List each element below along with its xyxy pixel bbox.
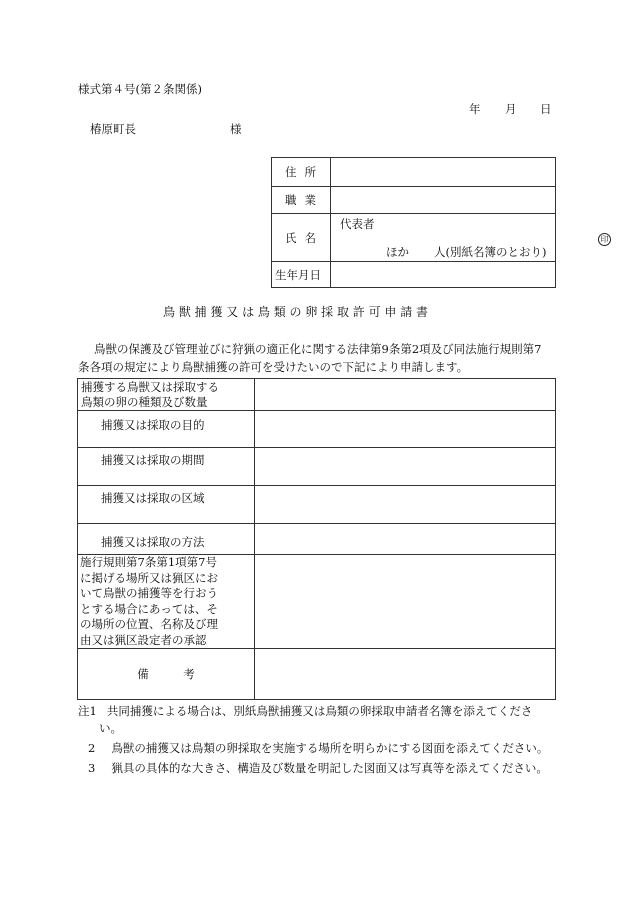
date-year-label: 年 (469, 102, 481, 116)
occupation-field[interactable] (331, 187, 556, 214)
note-2: 2 鳥獣の捕獲又は鳥類の卵採取を実施する場所を明らかにする図面を添えてください。 (88, 741, 549, 755)
page-title: 鳥 獣 捕 獲 又 は 鳥 類 の 卵 採 取 許 可 申 請 書 (163, 305, 429, 319)
hunting-area-field[interactable] (255, 555, 556, 649)
note-3: 3 猟具の具体的な大きさ、構造及び数量を明記した図面又は写真等を添えてください。 (88, 761, 548, 775)
note-1-continued: い。 (99, 721, 122, 735)
birthdate-label: 生年月日 (275, 267, 321, 282)
area-label-cell: 捕獲又は採取の区域 (78, 486, 255, 524)
method-field[interactable] (255, 524, 556, 555)
remarks-label-cell: 備 考 (78, 649, 255, 700)
others-suffix: 人(別紙名簿のとおり) (434, 245, 547, 259)
representative-label: 代表者 (340, 217, 375, 231)
applicant-table (271, 157, 609, 288)
period-label-cell: 捕獲又は採取の期間 (78, 448, 255, 486)
species-label-cell: 捕獲する鳥獣又は採取する 鳥類の卵の種類及び数量 (78, 379, 255, 411)
name-field[interactable] (331, 214, 609, 262)
occupation-label-cell: 職 業 (272, 187, 331, 214)
addressee: 椿原町長 (90, 122, 136, 136)
method-label-cell: 捕獲又は採取の方法 (78, 524, 255, 555)
others-label: ほか (386, 245, 409, 259)
body-line-1: 鳥獣の保護及び管理並びに狩猟の適正化に関する法律第9条第2項及び同法施行規則第7 (94, 342, 542, 356)
birthdate-label-cell (272, 262, 331, 288)
note-1: 注1 共同捕獲による場合は、別紙鳥獣捕獲又は鳥類の卵採取申請者名簿を添えてくださ (78, 704, 533, 718)
body-line-2: 条各項の規定により鳥獣捕獲の許可を受けたいので下記により申請します。 (78, 360, 469, 374)
date-month-label: 月 (505, 102, 517, 116)
purpose-field[interactable] (255, 411, 556, 448)
remarks-field[interactable] (255, 649, 556, 700)
honorific: 様 (230, 122, 242, 136)
date-day-label: 日 (540, 102, 552, 116)
form-number: 様式第４号(第２条関係) (78, 82, 202, 96)
purpose-label-cell: 捕獲又は採取の目的 (78, 411, 255, 448)
area-field[interactable] (255, 486, 556, 524)
details-table (77, 378, 556, 700)
address-label-cell: 住 所 (272, 158, 331, 187)
species-field[interactable] (255, 379, 556, 411)
name-label-cell: 氏 名 (272, 214, 331, 262)
period-field[interactable] (255, 448, 556, 486)
birthdate-field[interactable] (331, 262, 556, 288)
hunting-area-label-cell: 施行規則第7条第1項第7号 に掲げる場所又は猟区にお いて鳥獣の捕獲等を行おう とする場合にあっては、そ の場所の位置、名称及び理 由又は猟区設定者の承認 (78, 555, 255, 649)
address-field[interactable] (331, 158, 556, 187)
seal-mark: 印 (598, 233, 611, 246)
